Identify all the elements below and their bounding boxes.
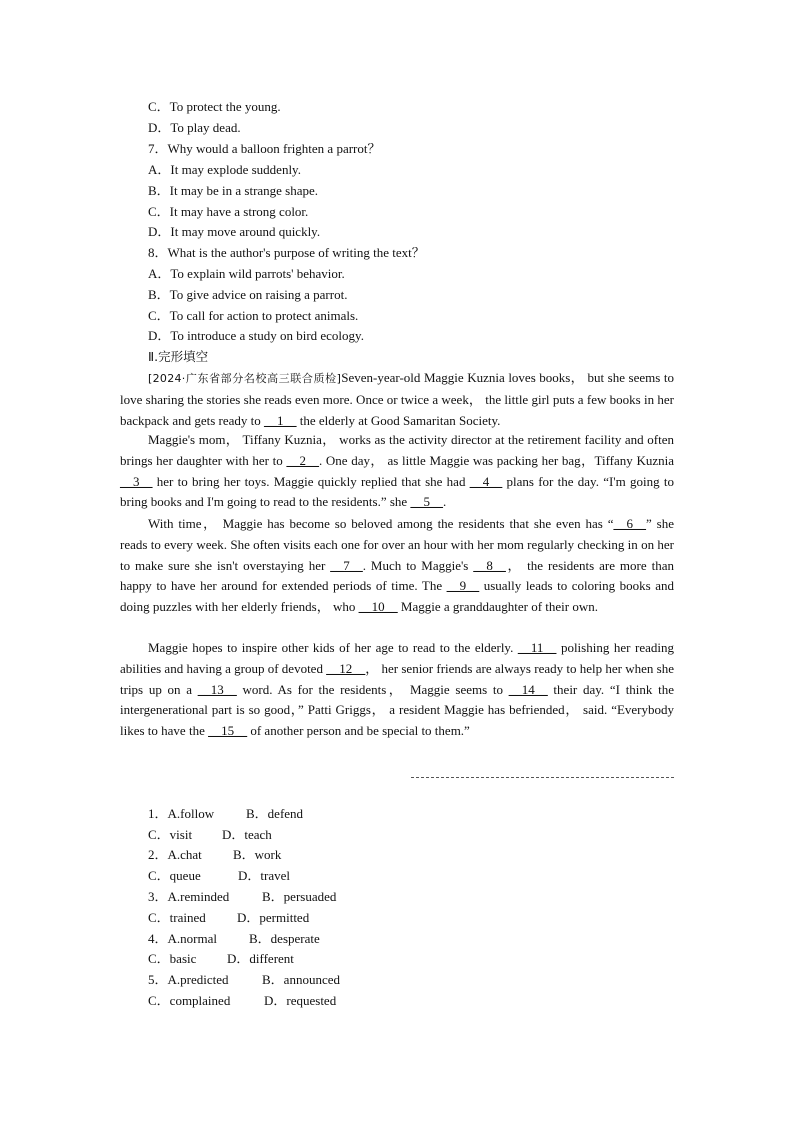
option-left: C．queue xyxy=(148,868,201,883)
question-7-option-a: A．It may explode suddenly. xyxy=(148,162,301,177)
paragraph-text: the elderly at Good Samaritan Society. xyxy=(296,412,501,428)
question-7-stem: 7．Why would a balloon frighten a parrot？ xyxy=(148,141,381,156)
blank-12: __12__ xyxy=(326,660,366,676)
option-right: D．different xyxy=(227,951,294,966)
cloze-paragraph-1 xyxy=(120,368,674,431)
cloze-paragraph-4 xyxy=(120,638,674,742)
options-row xyxy=(246,806,303,822)
options-row xyxy=(148,951,196,967)
question-7-option-b: B．It may be in a strange shape. xyxy=(148,183,319,198)
paragraph-text: Maggie a granddaughter of their own. xyxy=(397,599,598,615)
section-heading-cloze: Ⅱ.完形填空 xyxy=(148,349,209,364)
blank-4: __4__ xyxy=(469,473,503,489)
cloze-paragraph-2 xyxy=(120,430,674,513)
paragraph-text: ” she reads to every week. She often visits each one for over an hour with her mom regularly checking in on her to make sure she isn't overstaying her xyxy=(120,516,674,573)
paragraph-text: . xyxy=(442,494,447,510)
options-row xyxy=(148,910,206,926)
option-right: D．requested xyxy=(264,993,337,1008)
options-row xyxy=(262,889,336,905)
question-option-c-young: C．To protect the young. xyxy=(148,99,281,114)
question-7-option-d: D．It may move around quickly. xyxy=(148,224,321,239)
option-left: 4．A.normal xyxy=(148,931,217,946)
cloze-paragraph-3 xyxy=(120,514,674,618)
question-8-option-d: D．To introduce a study on bird ecology. xyxy=(148,328,364,343)
blank-14: __14__ xyxy=(508,681,548,697)
options-row xyxy=(148,993,230,1009)
options-row xyxy=(227,951,294,967)
source-tag: [2024·广东省部分名校高三联合质检] xyxy=(148,372,342,385)
blank-3: __3__ xyxy=(120,473,153,489)
option-right: B．defend xyxy=(246,806,304,821)
options-row xyxy=(148,931,217,947)
question-8-option-a: A．To explain wild parrots' behavior. xyxy=(148,266,345,281)
option-right: D．travel xyxy=(238,868,290,883)
paragraph-text: ， her senior friends are always ready to help her when she trips up on a xyxy=(120,660,674,697)
blank-15: __15__ xyxy=(208,723,248,739)
paragraph-text: word. As for the residents， Maggie seems to xyxy=(236,681,509,697)
option-right: B．announced xyxy=(262,972,340,987)
options-row xyxy=(233,847,281,863)
paragraph-text: . One day， as little Maggie was packing her bag，Tiffany Kuznia xyxy=(318,452,674,468)
blank-8: __8__ xyxy=(473,557,506,573)
option-right: D．permitted xyxy=(237,910,310,925)
paragraph-text: Maggie's mom， Tiffany Kuznia， works as the activity director at the retirement facility and often brings her daughter with her to xyxy=(120,432,674,468)
options-row xyxy=(262,972,340,988)
blank-6: __6__ xyxy=(613,516,646,531)
options-row xyxy=(148,847,202,863)
paragraph-text: plans for the day. “I'm going to bring books and I'm going to read to the residents.” she xyxy=(120,473,675,510)
blank-1: __1__ xyxy=(264,412,297,428)
option-left: C．basic xyxy=(148,951,197,966)
options-row xyxy=(237,910,309,926)
option-left: C．trained xyxy=(148,910,206,925)
options-row xyxy=(148,827,192,843)
paragraph-text: polishing her reading abilities and having a group of devoted xyxy=(120,640,674,676)
options-row xyxy=(148,868,201,884)
options-row xyxy=(222,827,272,843)
paragraph-text: her to bring her toys. Maggie quickly replied that she had xyxy=(152,473,470,489)
options-row xyxy=(264,993,336,1009)
paragraph-text: of another person and be special to them.” xyxy=(247,723,470,739)
option-left: C．visit xyxy=(148,827,193,842)
options-row xyxy=(238,868,290,884)
options-row xyxy=(148,889,229,905)
paragraph-text: ， the residents are more than happy to have her around for extended periods of time. The xyxy=(120,557,674,594)
option-left: 3．A.reminded xyxy=(148,889,230,904)
question-option-d-play-dead: D．To play dead. xyxy=(148,120,241,135)
blank-2: __2__ xyxy=(286,452,319,468)
paragraph-text: With time， Maggie has become so beloved among the residents that she even has “ xyxy=(148,516,614,531)
question-8-option-b: B．To give advice on raising a parrot. xyxy=(148,287,348,302)
option-right: B．desperate xyxy=(249,931,320,946)
paragraph-text: usually leads to coloring books and doing puzzles with her elderly friends， who xyxy=(120,578,674,615)
blank-13: __13__ xyxy=(197,681,237,697)
option-left: 2．A.chat xyxy=(148,847,202,862)
question-8-option-c: C．To call for action to protect animals. xyxy=(148,308,359,323)
blank-9: __9__ xyxy=(446,578,480,594)
option-right: D．teach xyxy=(222,827,272,842)
blank-7: __7__ xyxy=(330,557,363,573)
dashed-divider xyxy=(411,777,674,778)
option-left: 5．A.predicted xyxy=(148,972,229,987)
options-row xyxy=(148,972,229,988)
blank-11: __11__ xyxy=(517,640,557,655)
paragraph-text: . Much to Maggie's xyxy=(362,557,474,573)
blank-5: __5__ xyxy=(410,494,443,510)
option-right: B．work xyxy=(233,847,282,862)
question-7-option-c: C．It may have a strong color. xyxy=(148,204,309,219)
option-left: C．complained xyxy=(148,993,231,1008)
paragraph-text: Seven-year-old Maggie Kuznia loves books， but she seems to love sharing the stories she reads even more. Once or twice a week， the little girl puts a few books in her backpack and gets ready to xyxy=(120,370,674,428)
blank-10: __10__ xyxy=(358,599,398,615)
options-row xyxy=(148,806,214,822)
options-row xyxy=(249,931,320,947)
option-right: B．persuaded xyxy=(262,889,337,904)
paragraph-text: their day. “I think the intergenerational part is so good，” Patti Griggs， a resident Maggie has befriended， said. “Everybody likes to have the xyxy=(120,681,675,739)
option-left: 1．A.follow xyxy=(148,806,215,821)
paragraph-text: Maggie hopes to inspire other kids of her age to read to the elderly. xyxy=(148,640,518,655)
question-8-stem: 8．What is the author's purpose of writing the text？ xyxy=(148,245,425,260)
